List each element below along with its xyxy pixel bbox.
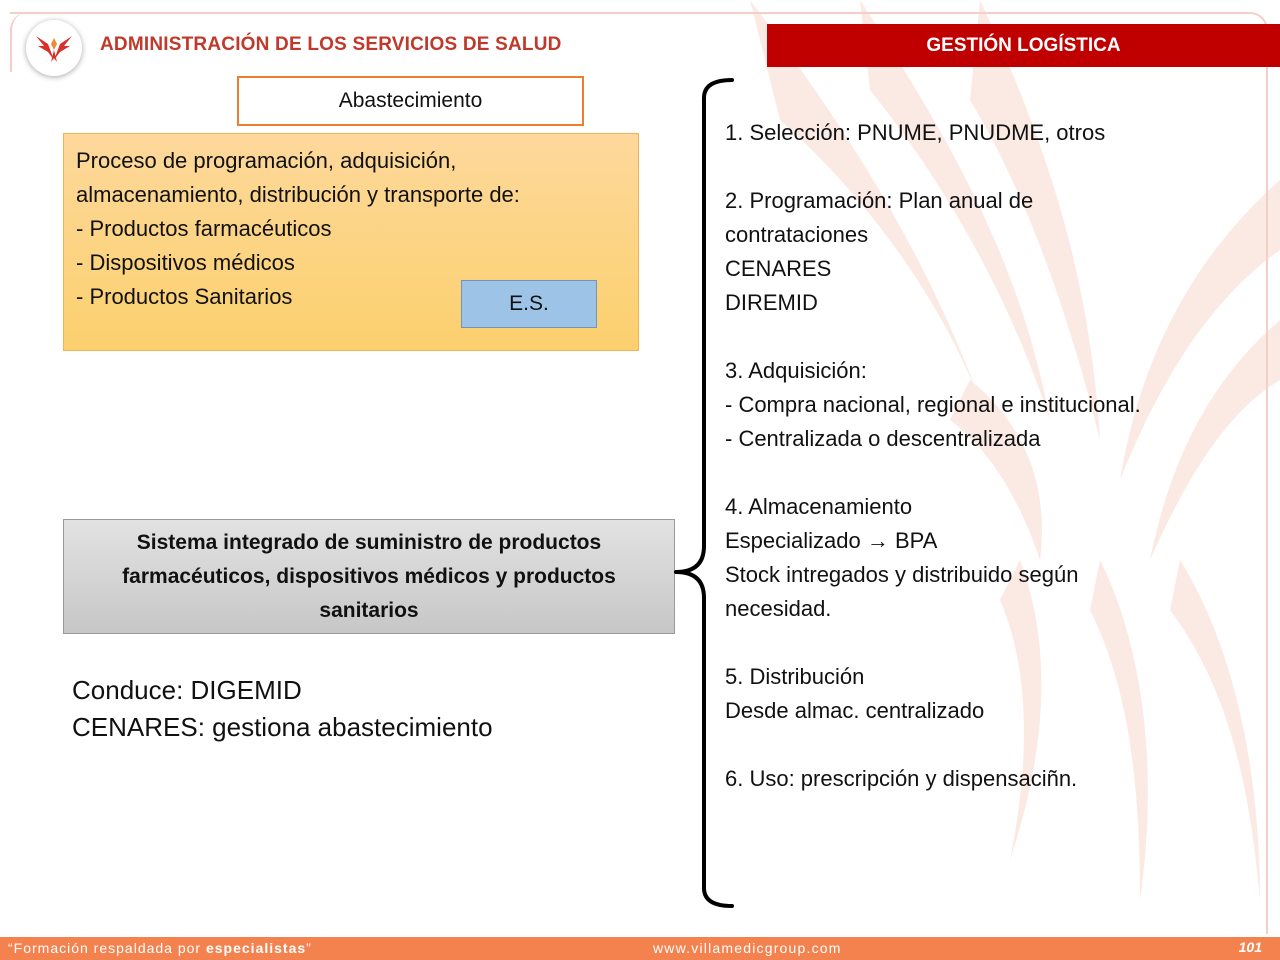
slogan-prefix: “Formación respaldada por — [8, 940, 206, 956]
phoenix-logo-icon — [26, 20, 82, 76]
step-item — [725, 184, 1170, 320]
header-title: ADMINISTRACIÓN DE LOS SERVICIOS DE SALUD — [100, 34, 562, 55]
step-line: Stock intregados y distribuido según necesidad. — [725, 562, 1079, 621]
footer-bar — [0, 937, 1280, 960]
step-line: CENARES — [725, 256, 832, 281]
step-line: 2. Programación: Plan anual de contrataciones — [725, 188, 1034, 247]
process-line: Proceso de programación, adquisición, — [76, 148, 457, 173]
steps-list — [725, 116, 1170, 796]
cenares-line: CENARES: gestiona abastecimiento — [72, 712, 493, 742]
step-line: 3. Adquisición: — [725, 358, 867, 383]
step-line: 6. Uso: prescripción y dispensaciñn. — [725, 766, 1078, 791]
process-line: - Dispositivos médicos — [76, 250, 295, 275]
section-badge: GESTIÓN LOGÍSTICA — [767, 24, 1280, 67]
step-item — [725, 762, 1170, 796]
step-item — [725, 660, 1170, 728]
step-item — [725, 490, 1170, 626]
slogan-suffix: ” — [306, 940, 312, 956]
process-line: - Productos Sanitarios — [76, 284, 293, 309]
step-line: Desde almac. centralizado — [725, 698, 985, 723]
step-line: 1. Selección: PNUME, PNUDME, otros — [725, 120, 1106, 145]
footer-website: www.villamedicgroup.com — [653, 940, 842, 956]
system-box: Sistema integrado de suministro de productos farmacéuticos, dispositivos médicos y productos sanitarios — [63, 519, 675, 634]
step-line: DIREMID — [725, 290, 818, 315]
step-item — [725, 116, 1170, 150]
slogan-bold: especialistas — [205, 940, 307, 956]
step-line: 5. Distribución — [725, 664, 865, 689]
abastecimiento-box: Abastecimiento — [237, 76, 584, 126]
process-line: - Productos farmacéuticos — [76, 216, 332, 241]
step-line: - Centralizada o descentralizada — [725, 426, 1041, 451]
step-item — [725, 354, 1170, 456]
step-line: 4. Almacenamiento — [725, 494, 913, 519]
conduce-text — [72, 672, 493, 746]
process-line: almacenamiento, distribución y transporte de: — [76, 182, 520, 207]
step-line: Especializado → BPA — [725, 528, 938, 553]
step-line: - Compra nacional, regional e institucional. — [725, 392, 1141, 417]
page-number: 101 — [1238, 939, 1262, 955]
conduce-line: Conduce: DIGEMID — [72, 675, 302, 705]
footer-slogan — [8, 940, 312, 956]
es-box: E.S. — [461, 280, 597, 328]
